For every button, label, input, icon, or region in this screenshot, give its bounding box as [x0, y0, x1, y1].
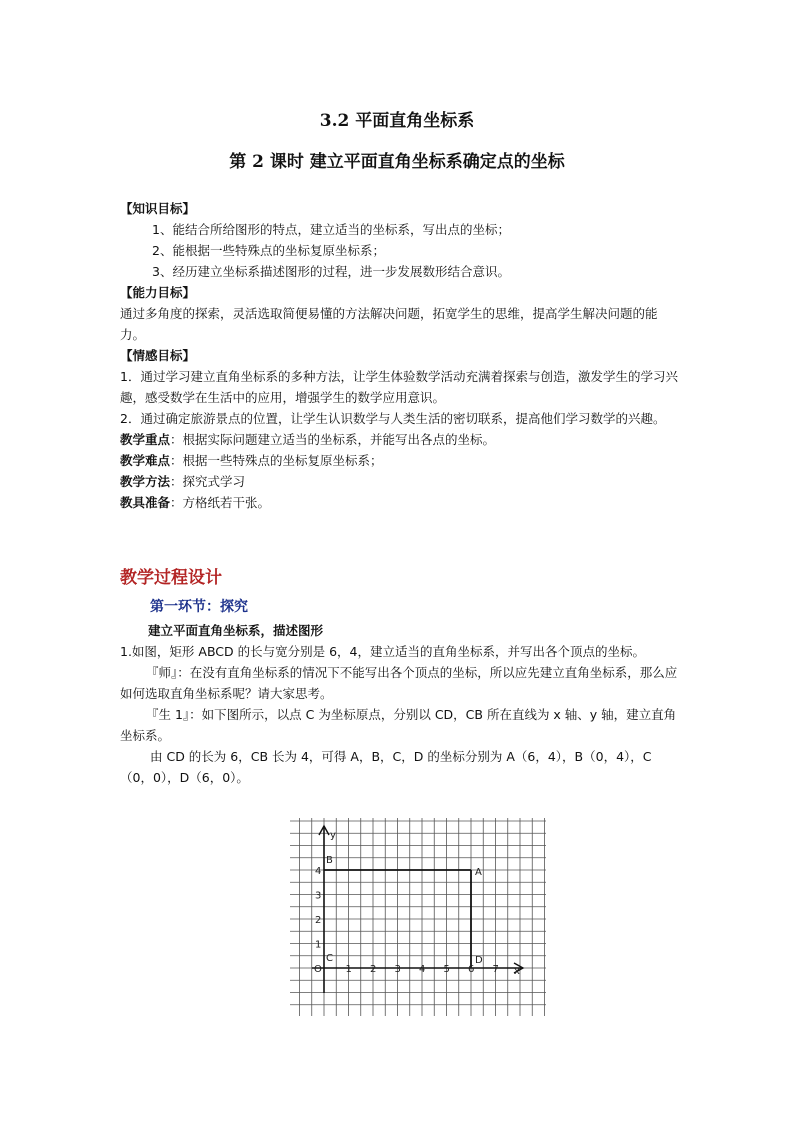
y-tick-label: 3	[315, 890, 322, 902]
objectives-block	[120, 198, 680, 513]
process-block	[120, 620, 682, 788]
x-tick-label: 3	[394, 964, 401, 975]
x-tick-label: 2	[370, 964, 377, 975]
problem-text: 1.如图，矩形 ABCD 的长与宽分别是 6，4，建立适当的直角坐标系，并写出各个顶点的坐标。	[120, 644, 646, 659]
axis-labels	[314, 830, 520, 977]
ability-header: 【能力目标】	[120, 285, 196, 300]
point-label-b: B	[326, 855, 333, 866]
key-point-row	[120, 492, 680, 513]
section-title: 教学过程设计	[120, 568, 222, 588]
key-point-label: 教学难点	[120, 453, 171, 468]
point-label-d: D	[475, 955, 483, 966]
key-point-text: ：探究式学习	[170, 474, 246, 489]
key-point-label: 教学方法	[120, 474, 171, 489]
coordinate-grid-figure	[290, 818, 546, 1016]
ability-text: 通过多角度的探索，灵活选取简便易懂的方法解决问题，拓宽学生的思维，提高学生解决问题的能力。	[120, 306, 658, 342]
stage-subtitle: 建立平面直角坐标系，描述图形	[148, 623, 324, 638]
page-title: 3.2 平面直角坐标系	[319, 111, 475, 131]
y-tick-label: 4	[315, 866, 322, 877]
x-tick-label: 1	[345, 964, 352, 975]
key-point-label: 教具准备	[120, 495, 171, 510]
point-label-a: A	[475, 867, 482, 878]
key-point-row	[120, 450, 680, 471]
result-text: 由 CD 的长为 6，CB 长为 4，可得 A，B，C，D 的坐标分别为 A（6，4），B（0，4），C（0，0），D（6，0）。	[120, 749, 652, 785]
point-label-c: C	[326, 953, 333, 964]
knowledge-item: 1、能结合所给图形的特点，建立适当的坐标系，写出点的坐标；	[152, 222, 510, 237]
x-axis-label: x	[514, 966, 520, 977]
stage-title: 第一环节：探究	[150, 599, 248, 615]
emotion-item: 1．通过学习建立直角坐标系的多种方法，让学生体验数学活动充满着探索与创造，激发学生的学习兴趣，感受数学在生活中的应用，增强学生的数学应用意识。	[120, 369, 678, 405]
knowledge-item: 3、经历建立坐标系描述图形的过程，进一步发展数形结合意识。	[152, 264, 510, 279]
origin-label: O	[314, 964, 322, 975]
y-tick-label: 1	[315, 939, 322, 951]
x-tick-label: 7	[492, 964, 499, 975]
teacher-text: 『师』：在没有直角坐标系的情况下不能写出各个顶点的坐标，所以应先建立直角坐标系，那么应如何选取直角坐标系呢？请大家思考。	[120, 665, 678, 701]
x-tick-label: 5	[443, 964, 450, 975]
grid-lines	[290, 818, 546, 1016]
x-tick-label: 6	[468, 964, 475, 975]
page-subtitle: 第 2 课时 建立平面直角坐标系确定点的坐标	[229, 152, 565, 172]
key-point-row	[120, 471, 680, 492]
knowledge-item: 2、能根据一些特殊点的坐标复原坐标系；	[152, 243, 385, 258]
y-tick-label: 2	[315, 915, 322, 926]
key-point-text: ：根据一些特殊点的坐标复原坐标系；	[170, 453, 383, 468]
key-point-label: 教学重点	[120, 432, 171, 447]
student-text: 『生 1』：如下图所示，以点 C 为坐标原点，分别以 CD，CB 所在直线为 x 轴、y 轴，建立直角坐标系。	[120, 707, 677, 743]
key-point-text: ：根据实际问题建立适当的坐标系，并能写出各点的坐标。	[170, 432, 496, 447]
x-tick-label: 4	[419, 964, 426, 975]
y-axis-label: y	[330, 830, 336, 841]
knowledge-header: 【知识目标】	[120, 201, 196, 216]
emotion-item: 2．通过确定旅游景点的位置，让学生认识数学与人类生活的密切联系，提高他们学习数学的兴趣。	[120, 411, 666, 426]
key-point-text: ：方格纸若干张。	[170, 495, 271, 510]
emotion-header: 【情感目标】	[120, 348, 196, 363]
key-point-row	[120, 429, 680, 450]
